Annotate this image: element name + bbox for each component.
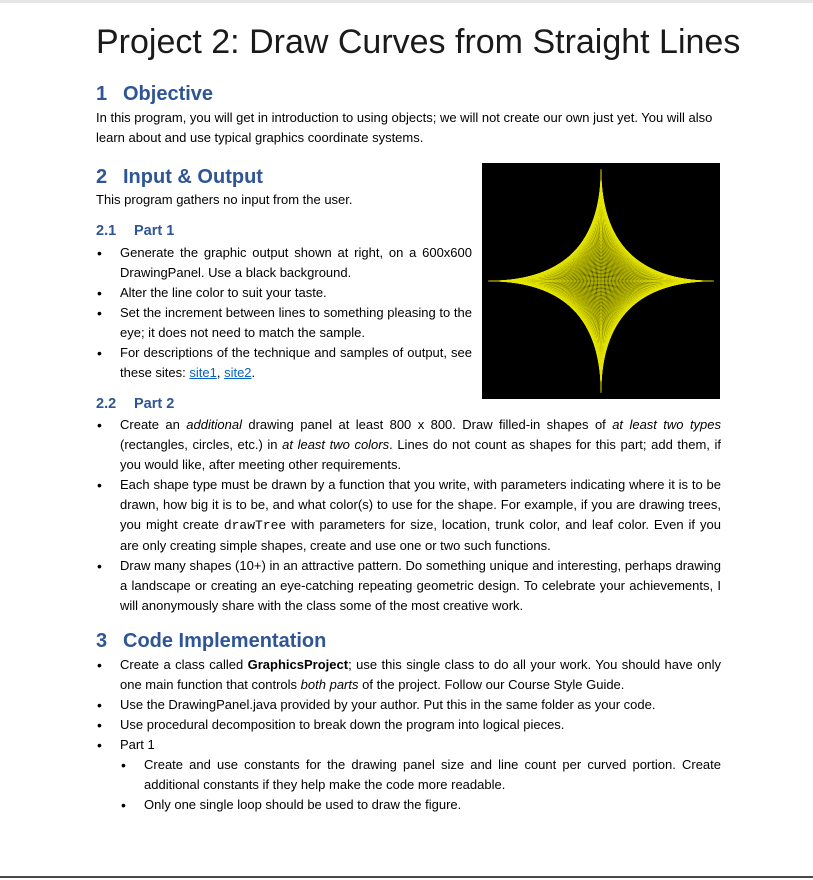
- list-item: • Part 1: [96, 735, 721, 755]
- section-title: Code Implementation: [123, 630, 327, 652]
- list-item: • Set the increment between lines to something pleasing to the eye; it does not need to match the sample.: [96, 303, 472, 343]
- site2-link[interactable]: site2: [224, 365, 252, 380]
- list-item: • Create and use constants for the drawing panel size and line count per curved portion. Create additional constants if they help make the code more readable.: [120, 755, 721, 795]
- part2-list: [96, 415, 721, 616]
- list-item-text: For descriptions of the technique and samples of output, see these sites:: [120, 345, 472, 380]
- text-run: of the project. Follow our Course Style Guide.: [358, 677, 625, 692]
- section-heading-objective: [96, 82, 213, 106]
- list-item: • Draw many shapes (10+) in an attractive pattern. Do something unique and interesting, perhaps drawing a landscape or creating an eye-catching repeating geometric design. To celebrate your achievements, I will anonymously share with the class some of the most creative work.: [96, 556, 721, 616]
- text-run: (rectangles, circles, etc.) in: [120, 437, 283, 452]
- list-item: [96, 343, 472, 383]
- subsection-heading-part1: [96, 222, 174, 240]
- bottom-rule: [0, 876, 813, 878]
- subsection-title: Part 2: [134, 396, 175, 412]
- section-heading-io: [96, 165, 263, 189]
- class-name: GraphicsProject: [247, 657, 349, 672]
- text-run: Each shape type must be drawn by a function that you write, with parameters indicating where it is to be drawn, how big it is to be, and what color(s) to use for the shape. For example, if you are drawing trees, you might create: [120, 477, 721, 532]
- part1-list: [96, 243, 472, 383]
- section-number: 3: [96, 630, 108, 652]
- section-title: Objective: [123, 83, 214, 105]
- emphasis: additional: [186, 417, 242, 432]
- section-number: 2: [96, 166, 108, 188]
- emphasis: at least two types: [612, 417, 722, 432]
- text-run: ; use this single class to do all your work. You should have only one main function that controls: [120, 657, 722, 692]
- emphasis: both parts: [300, 677, 359, 692]
- objective-paragraph: In this program, you will get in introduction to using objects; we will not create our own just yet. You will also learn about and use typical graphics coordinate systems.: [96, 110, 713, 145]
- list-item: • Alter the line color to suit your taste.: [96, 283, 472, 303]
- text-run: Create an: [120, 417, 187, 432]
- astroid-lines: [488, 169, 714, 393]
- text-run: . Lines do not count as shapes for this part; add them, if you would like, after meeting other requirements.: [120, 437, 721, 472]
- section-number: 1: [96, 83, 108, 105]
- code-sublist: [120, 755, 721, 815]
- text-run: drawing panel at least 800 x 800. Draw filled-in shapes of: [241, 417, 613, 432]
- subsection-heading-part2: [96, 395, 174, 413]
- list-item: [96, 475, 721, 556]
- list-item: • Use the DrawingPanel.java provided by your author. Put this in the same folder as your code.: [96, 695, 721, 715]
- emphasis: at least two colors: [282, 437, 390, 452]
- list-item-end: .: [251, 365, 256, 380]
- list-item: [96, 655, 721, 695]
- page-title: Project 2: Draw Curves from Straight Lines: [96, 23, 741, 61]
- section-heading-code: [96, 629, 326, 653]
- top-rule: [0, 0, 813, 3]
- text-run: Create a class called: [120, 657, 248, 672]
- code-identifier: drawTree: [223, 518, 287, 533]
- code-list: [96, 655, 721, 755]
- subsection-number: 2.1: [96, 223, 117, 239]
- list-item: • Generate the graphic output shown at right, on a 600x600 DrawingPanel. Use a black background.: [96, 243, 472, 283]
- list-item: • Only one single loop should be used to draw the figure.: [120, 795, 721, 815]
- list-item: • Use procedural decomposition to break down the program into logical pieces.: [96, 715, 721, 735]
- site1-link[interactable]: site1: [189, 365, 217, 380]
- io-paragraph: This program gathers no input from the user.: [96, 192, 353, 207]
- astroid-figure: [482, 163, 720, 399]
- link-separator: ,: [216, 365, 225, 380]
- astroid-canvas: [482, 163, 720, 399]
- text-run: with parameters for size, location, trunk color, and leaf color. Even if you are only creating simple shapes, create and use one or two such functions.: [120, 517, 721, 553]
- subsection-title: Part 1: [134, 223, 175, 239]
- list-item: [96, 415, 721, 475]
- subsection-number: 2.2: [96, 396, 117, 412]
- section-title: Input & Output: [123, 166, 263, 188]
